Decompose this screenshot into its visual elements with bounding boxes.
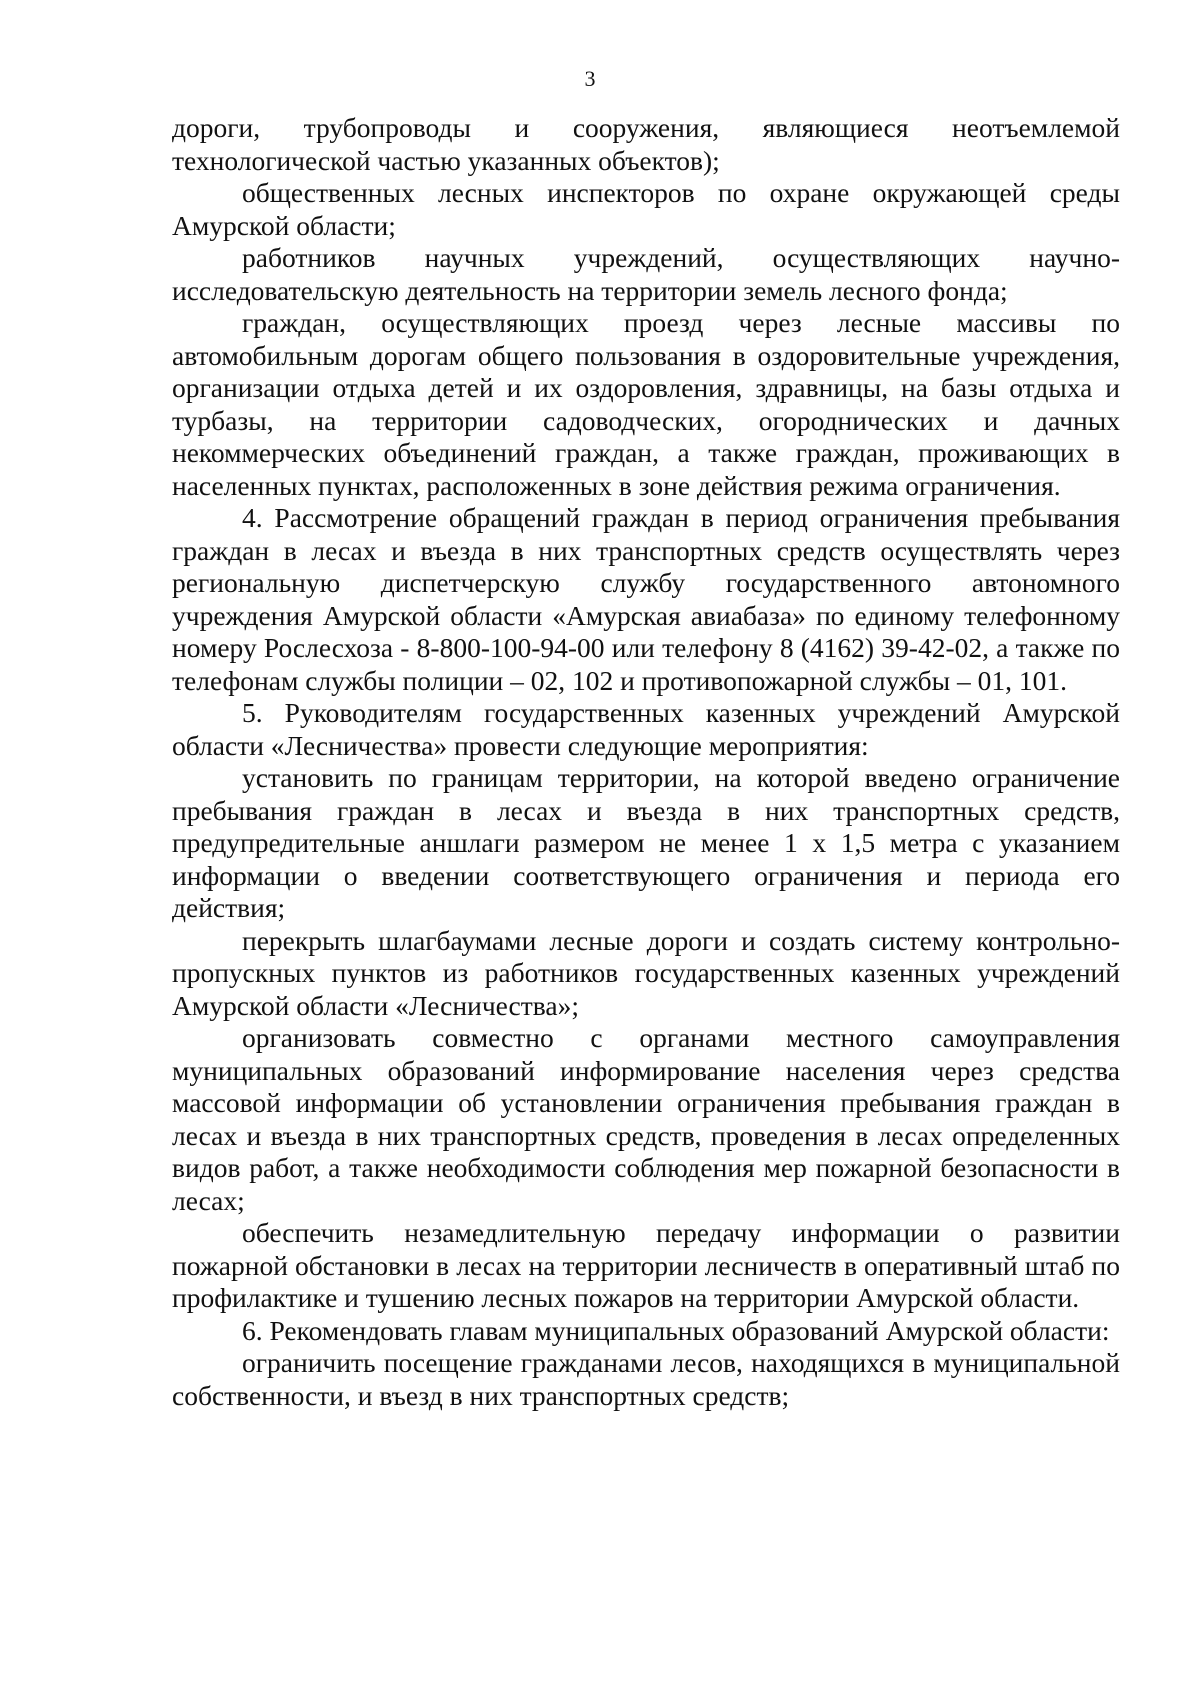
paragraph-continuation: дороги, трубопроводы и сооружения, являющиеся неотъемлемой технологической частью указанных объектов);: [172, 112, 1120, 176]
paragraph-research-workers: работников научных учреждений, осуществляющих научно-исследовательскую деятельность на территории земель лесного фонда;: [172, 242, 1120, 306]
document-body: [172, 112, 1120, 1412]
page-number: 3: [584, 66, 596, 91]
paragraph-informing: организовать совместно с органами местного самоуправления муниципальных образований информирование населения через средства массовой информации об установлении ограничения пребывания граждан в лесах и въезда в них транспортных средств, проведения в лесах определенных видов работ, а также необходимости соблюдения мер пожарной безопасности в лесах;: [172, 1022, 1120, 1216]
paragraph-citizens-transit: граждан, осуществляющих проезд через лесные массивы по автомобильным дорогам общего пользования в оздоровительные учреждения, организации отдыха детей и их оздоровления, здравницы, на базы отдыха и турбазы, на территории садоводческих, огороднических и дачных некоммерческих объединений граждан, а также граждан, проживающих в населенных пунктах, расположенных в зоне действия режима ограничения.: [172, 307, 1120, 501]
paragraph-barriers: перекрыть шлагбаумами лесные дороги и создать систему контрольно-пропускных пунктов из работников государственных казенных учреждений Амурской области «Лесничества»;: [172, 924, 1120, 1021]
paragraph-signs: установить по границам территории, на которой введено ограничение пребывания граждан в лесах и въезда в них транспортных средств, предупредительные аншлаги размером не менее 1 х 1,5 метра с указанием информации о введении соответствующего ограничения и периода его действия;: [172, 762, 1120, 923]
paragraph-item-6: 6. Рекомендовать главам муниципальных образований Амурской области:: [242, 1314, 1110, 1346]
paragraph-item-4: 4. Рассмотрение обращений граждан в период ограничения пребывания граждан в лесах и въезда в них транспортных средств осуществлять через региональную диспетчерскую службу государственного автономного учреждения Амурской области «Амурская авиабаза» по единому телефонному номеру Рослесхоза - 8-800-100-94-00 или телефону 8 (4162) 39-42-02, а также по телефонам службы полиции – 02, 102 и противопожарной службы – 01, 101.: [172, 502, 1120, 696]
paragraph-restrict-visits: ограничить посещение гражданами лесов, находящихся в муниципальной собственности, и въезд в них транспортных средств;: [172, 1347, 1120, 1411]
paragraph-item-5: 5. Руководителям государственных казенных учреждений Амурской области «Лесничества» провести следующие мероприятия:: [172, 697, 1120, 761]
paragraph-fire-reporting: обеспечить незамедлительную передачу информации о развитии пожарной обстановки в лесах на территории лесничеств в оперативный штаб по профилактике и тушению лесных пожаров на территории Амурской области.: [172, 1217, 1120, 1313]
paragraph-forest-inspectors: общественных лесных инспекторов по охране окружающей среды Амурской области;: [172, 177, 1120, 241]
